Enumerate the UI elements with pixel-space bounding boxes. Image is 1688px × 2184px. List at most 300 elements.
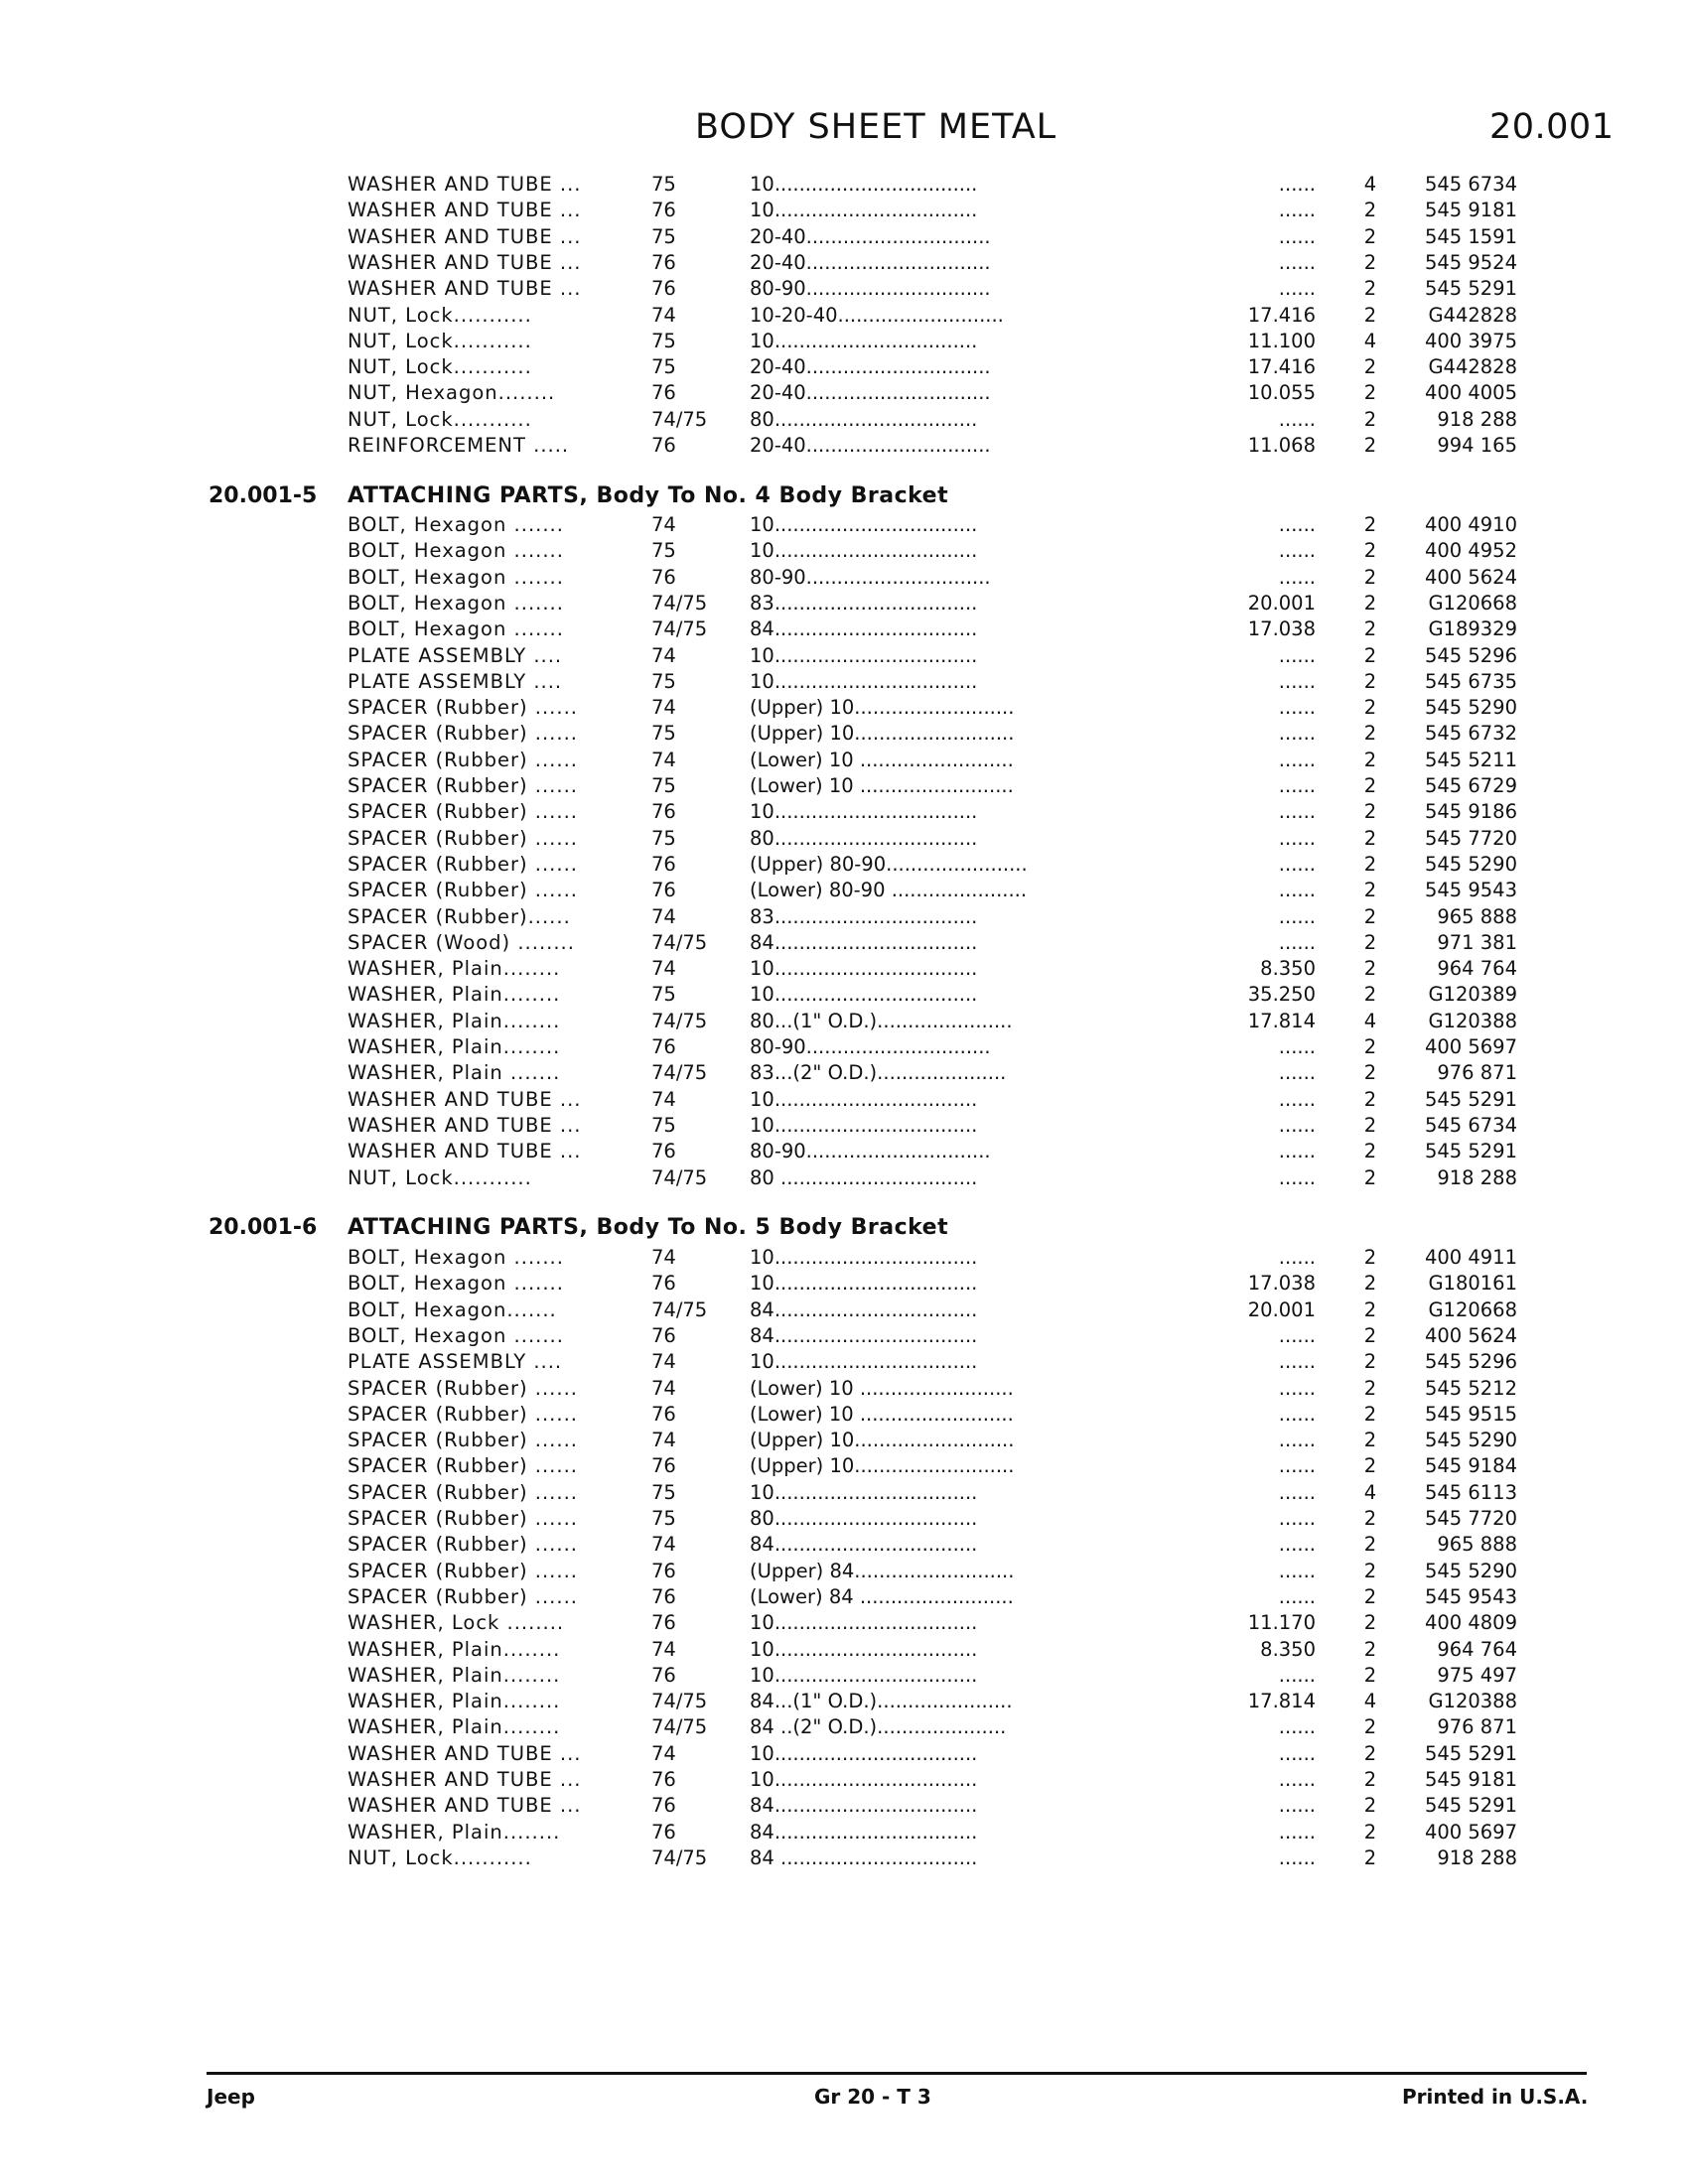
table-row <box>0 329 1688 354</box>
model-code: 76 <box>651 381 676 405</box>
table-row <box>0 1165 1688 1191</box>
part-name: SPACER (Rubber) ...... <box>348 1480 578 1504</box>
application: 10................................. <box>750 199 978 222</box>
table-row <box>0 799 1688 825</box>
part-number: 976 871 <box>1437 1715 1517 1739</box>
reference: ...... <box>1278 1087 1316 1111</box>
reference: ...... <box>1278 407 1316 431</box>
part-name: WASHER, Plain........ <box>348 1820 561 1843</box>
quantity: 2 <box>1363 591 1377 614</box>
quantity: 2 <box>1363 1402 1377 1426</box>
part-number: 545 5211 <box>1424 748 1517 771</box>
model-code: 74/75 <box>651 1009 708 1032</box>
reference: 17.814 <box>1247 1690 1316 1713</box>
part-number: 400 5624 <box>1424 1323 1517 1347</box>
table-row <box>0 852 1688 878</box>
reference: 20.001 <box>1247 591 1316 614</box>
model-code: 76 <box>651 434 676 457</box>
footer-divider <box>207 2072 1587 2075</box>
model-code: 74 <box>651 303 676 327</box>
model-code: 74/75 <box>651 591 708 614</box>
application: (Lower) 84 ......................... <box>750 1584 1014 1608</box>
model-code: 75 <box>651 355 676 379</box>
quantity: 2 <box>1363 879 1377 902</box>
part-number: 545 6113 <box>1424 1480 1517 1504</box>
part-number: 965 888 <box>1437 1533 1517 1557</box>
reference: ...... <box>1278 199 1316 222</box>
part-name: REINFORCEMENT ..... <box>348 434 570 457</box>
model-code: 74 <box>651 696 676 720</box>
reference: ...... <box>1278 1845 1316 1869</box>
reference: 8.350 <box>1260 1637 1316 1661</box>
model-code: 74/75 <box>651 1165 708 1189</box>
quantity: 2 <box>1363 277 1377 301</box>
application: 10................................. <box>750 1637 978 1661</box>
part-number: 545 5212 <box>1424 1376 1517 1400</box>
model-code: 76 <box>651 565 676 589</box>
table-row <box>0 591 1688 616</box>
application: 84................................. <box>750 930 978 954</box>
part-number: 545 5291 <box>1424 1741 1517 1765</box>
table-row <box>0 1139 1688 1164</box>
reference: ...... <box>1278 277 1316 301</box>
reference: ...... <box>1278 643 1316 667</box>
table-row <box>0 1741 1688 1767</box>
part-number: G442828 <box>1428 355 1517 379</box>
part-name: SPACER (Rubber) ...... <box>348 1559 578 1582</box>
quantity: 2 <box>1363 617 1377 641</box>
part-number: 918 288 <box>1437 1845 1517 1869</box>
application: 10................................. <box>750 957 978 981</box>
part-name: WASHER AND TUBE ... <box>348 224 582 248</box>
reference: 17.038 <box>1247 1272 1316 1296</box>
part-name: SPACER (Rubber) ...... <box>348 1376 578 1400</box>
part-number: 545 5296 <box>1424 643 1517 667</box>
model-code: 74 <box>651 1246 676 1269</box>
part-name: WASHER AND TUBE ... <box>348 1087 582 1111</box>
part-number: G120389 <box>1428 983 1517 1007</box>
part-name: WASHER AND TUBE ... <box>348 1768 582 1791</box>
reference: 11.100 <box>1247 329 1316 352</box>
part-name: NUT, Hexagon........ <box>348 381 556 405</box>
part-number: G120668 <box>1428 591 1517 614</box>
quantity: 2 <box>1363 1323 1377 1347</box>
application: 80-90.............................. <box>750 1035 991 1058</box>
reference: ...... <box>1278 1820 1316 1843</box>
part-number: 400 3975 <box>1424 329 1517 352</box>
section-code: 20.001-6 <box>209 1215 318 1240</box>
part-name: SPACER (Rubber) ...... <box>348 1429 578 1452</box>
application: 80................................. <box>750 1507 978 1530</box>
application: 84................................. <box>750 1794 978 1818</box>
model-code: 75 <box>651 826 676 850</box>
application: 80-90.............................. <box>750 1140 991 1163</box>
footer-printed: Printed in U.S.A. <box>1402 2085 1589 2109</box>
part-name: BOLT, Hexagon ....... <box>348 1272 564 1296</box>
quantity: 4 <box>1363 1690 1377 1713</box>
part-number: 545 6734 <box>1424 173 1517 196</box>
quantity: 2 <box>1363 930 1377 954</box>
reference: ...... <box>1278 1035 1316 1058</box>
part-name: PLATE ASSEMBLY .... <box>348 669 563 693</box>
application: 10................................. <box>750 983 978 1007</box>
part-name: WASHER, Plain........ <box>348 1663 561 1687</box>
quantity: 2 <box>1363 1533 1377 1557</box>
quantity: 2 <box>1363 1584 1377 1608</box>
application: 84................................. <box>750 1820 978 1843</box>
section-title: ATTACHING PARTS, Body To No. 4 Body Bracket <box>348 483 949 508</box>
reference: ...... <box>1278 1429 1316 1452</box>
part-name: PLATE ASSEMBLY .... <box>348 1350 563 1374</box>
quantity: 2 <box>1363 565 1377 589</box>
quantity: 2 <box>1363 904 1377 928</box>
part-name: BOLT, Hexagon ....... <box>348 539 564 563</box>
model-code: 75 <box>651 1507 676 1530</box>
reference: 17.416 <box>1247 355 1316 379</box>
reference: ...... <box>1278 1165 1316 1189</box>
model-code: 74/75 <box>651 930 708 954</box>
quantity: 2 <box>1363 1140 1377 1163</box>
model-code: 76 <box>651 1559 676 1582</box>
quantity: 2 <box>1363 224 1377 248</box>
part-name: PLATE ASSEMBLY .... <box>348 643 563 667</box>
part-number: G120668 <box>1428 1297 1517 1321</box>
application: 83...(2" O.D.)..................... <box>750 1061 1007 1085</box>
application: (Upper) 80-90....................... <box>750 852 1028 876</box>
application: (Upper) 10.......................... <box>750 696 1015 720</box>
application: 10................................. <box>750 1087 978 1111</box>
application: (Upper) 10.......................... <box>750 1454 1015 1478</box>
part-name: SPACER (Rubber) ...... <box>348 1533 578 1557</box>
application: 10................................. <box>750 1246 978 1269</box>
quantity: 2 <box>1363 1297 1377 1321</box>
part-name: SPACER (Rubber) ...... <box>348 852 578 876</box>
part-name: WASHER, Plain........ <box>348 983 561 1007</box>
section-title: ATTACHING PARTS, Body To No. 5 Body Bracket <box>348 1215 949 1240</box>
model-code: 76 <box>651 199 676 222</box>
table-row <box>0 1245 1688 1271</box>
table-row <box>0 1428 1688 1453</box>
part-name: WASHER AND TUBE ... <box>348 277 582 301</box>
model-code: 76 <box>651 1768 676 1791</box>
model-code: 76 <box>651 1323 676 1347</box>
part-number: 545 5290 <box>1424 1429 1517 1452</box>
part-name: WASHER AND TUBE ... <box>348 1741 582 1765</box>
part-name: WASHER, Plain........ <box>348 1009 561 1032</box>
part-number: 545 5296 <box>1424 1350 1517 1374</box>
part-name: NUT, Lock........... <box>348 355 532 379</box>
application: 10................................. <box>750 1768 978 1791</box>
page-title: BODY SHEET METAL <box>695 107 1057 147</box>
application: 83................................. <box>750 591 978 614</box>
quantity: 2 <box>1363 381 1377 405</box>
table-row <box>0 512 1688 538</box>
part-name: WASHER, Plain........ <box>348 1637 561 1661</box>
part-name: WASHER AND TUBE ... <box>348 1113 582 1137</box>
part-name: WASHER, Plain........ <box>348 1715 561 1739</box>
quantity: 2 <box>1363 852 1377 876</box>
model-code: 74 <box>651 1533 676 1557</box>
reference: 17.416 <box>1247 303 1316 327</box>
table-row <box>0 1271 1688 1297</box>
table-row <box>0 904 1688 930</box>
application: (Upper) 10.......................... <box>750 722 1015 746</box>
application: (Lower) 10 ......................... <box>750 774 1014 797</box>
model-code: 74/75 <box>651 1690 708 1713</box>
reference: ...... <box>1278 722 1316 746</box>
part-name: NUT, Lock........... <box>348 303 532 327</box>
reference: ...... <box>1278 1559 1316 1582</box>
reference: ...... <box>1278 173 1316 196</box>
reference: ...... <box>1278 1480 1316 1504</box>
quantity: 2 <box>1363 957 1377 981</box>
quantity: 2 <box>1363 434 1377 457</box>
application: 10................................. <box>750 329 978 352</box>
table-row <box>0 172 1688 198</box>
part-number: 971 381 <box>1437 930 1517 954</box>
model-code: 74 <box>651 1429 676 1452</box>
model-code: 75 <box>651 774 676 797</box>
quantity: 2 <box>1363 1429 1377 1452</box>
part-name: WASHER, Plain ....... <box>348 1061 561 1085</box>
quantity: 2 <box>1363 1350 1377 1374</box>
quantity: 2 <box>1363 513 1377 536</box>
reference: 11.170 <box>1247 1611 1316 1635</box>
quantity: 2 <box>1363 1559 1377 1582</box>
reference: 11.068 <box>1247 434 1316 457</box>
part-number: 400 4952 <box>1424 539 1517 563</box>
part-number: 964 764 <box>1437 1637 1517 1661</box>
table-row <box>0 1087 1688 1113</box>
reference: ...... <box>1278 1140 1316 1163</box>
table-row <box>0 1060 1688 1086</box>
part-number: 545 1591 <box>1424 224 1517 248</box>
model-code: 76 <box>651 800 676 824</box>
table-row <box>0 276 1688 302</box>
part-name: BOLT, Hexagon ....... <box>348 513 564 536</box>
quantity: 2 <box>1363 1741 1377 1765</box>
part-number: 400 4809 <box>1424 1611 1517 1635</box>
quantity: 4 <box>1363 173 1377 196</box>
part-number: 545 9186 <box>1424 800 1517 824</box>
table-row <box>0 773 1688 799</box>
footer-brand: Jeep <box>207 2085 255 2109</box>
table-row <box>0 1663 1688 1689</box>
table-row <box>0 1689 1688 1714</box>
part-number: 545 9543 <box>1424 1584 1517 1608</box>
table-row <box>0 1793 1688 1819</box>
reference: ...... <box>1278 774 1316 797</box>
application: 84...(1" O.D.)...................... <box>750 1690 1013 1713</box>
application: 80................................. <box>750 407 978 431</box>
part-name: SPACER (Rubber) ...... <box>348 1454 578 1478</box>
table-row <box>0 1610 1688 1636</box>
application: 10................................. <box>750 539 978 563</box>
table-row <box>0 1323 1688 1349</box>
table-row <box>0 982 1688 1008</box>
application: (Lower) 10 ......................... <box>750 1402 1014 1426</box>
table-row <box>0 250 1688 276</box>
reference: 20.001 <box>1247 1297 1316 1321</box>
application: 83................................. <box>750 904 978 928</box>
quantity: 2 <box>1363 1246 1377 1269</box>
application: (Upper) 84.......................... <box>750 1559 1015 1582</box>
model-code: 76 <box>651 1584 676 1608</box>
application: (Upper) 10.......................... <box>750 1429 1015 1452</box>
model-code: 74 <box>651 1376 676 1400</box>
part-name: WASHER, Lock ........ <box>348 1611 565 1635</box>
model-code: 76 <box>651 1035 676 1058</box>
reference: 35.250 <box>1247 983 1316 1007</box>
table-row <box>0 1349 1688 1375</box>
part-number: G442828 <box>1428 303 1517 327</box>
model-code: 74/75 <box>651 1297 708 1321</box>
part-name: SPACER (Rubber)...... <box>348 904 571 928</box>
model-code: 76 <box>651 250 676 274</box>
part-number: 994 165 <box>1437 434 1517 457</box>
model-code: 75 <box>651 1480 676 1504</box>
quantity: 2 <box>1363 800 1377 824</box>
part-name: BOLT, Hexagon ....... <box>348 617 564 641</box>
part-name: WASHER, Plain........ <box>348 1035 561 1058</box>
table-row <box>0 1480 1688 1506</box>
reference: ...... <box>1278 513 1316 536</box>
application: 10................................. <box>750 513 978 536</box>
part-number: 545 5291 <box>1424 277 1517 301</box>
table-row <box>0 643 1688 669</box>
quantity: 2 <box>1363 1845 1377 1869</box>
model-code: 74 <box>651 957 676 981</box>
application: 80................................. <box>750 826 978 850</box>
quantity: 2 <box>1363 303 1377 327</box>
model-code: 76 <box>651 1794 676 1818</box>
part-number: 545 6732 <box>1424 722 1517 746</box>
table-row <box>0 303 1688 329</box>
part-number: 976 871 <box>1437 1061 1517 1085</box>
table-row <box>0 1714 1688 1740</box>
model-code: 74/75 <box>651 1715 708 1739</box>
model-code: 76 <box>651 879 676 902</box>
reference: ...... <box>1278 800 1316 824</box>
model-code: 74 <box>651 748 676 771</box>
reference: ...... <box>1278 565 1316 589</box>
application: 10................................. <box>750 643 978 667</box>
quantity: 2 <box>1363 826 1377 850</box>
model-code: 75 <box>651 983 676 1007</box>
part-name: WASHER AND TUBE ... <box>348 199 582 222</box>
application: 20-40.............................. <box>750 434 991 457</box>
application: 80-90.............................. <box>750 277 991 301</box>
table-row <box>0 198 1688 223</box>
table-row <box>0 1559 1688 1584</box>
application: 10................................. <box>750 669 978 693</box>
quantity: 2 <box>1363 1272 1377 1296</box>
quantity: 2 <box>1363 1113 1377 1137</box>
part-name: BOLT, Hexagon....... <box>348 1297 557 1321</box>
quantity: 2 <box>1363 696 1377 720</box>
part-name: WASHER AND TUBE ... <box>348 173 582 196</box>
table-row <box>0 1584 1688 1610</box>
part-number: G180161 <box>1428 1272 1517 1296</box>
quantity: 4 <box>1363 329 1377 352</box>
model-code: 75 <box>651 722 676 746</box>
reference: ...... <box>1278 1454 1316 1478</box>
reference: ...... <box>1278 1794 1316 1818</box>
quantity: 2 <box>1363 1611 1377 1635</box>
application: 84................................. <box>750 1297 978 1321</box>
part-number: 400 4911 <box>1424 1246 1517 1269</box>
quantity: 4 <box>1363 1480 1377 1504</box>
part-name: SPACER (Rubber) ...... <box>348 800 578 824</box>
table-row <box>0 1506 1688 1532</box>
part-number: 545 9524 <box>1424 250 1517 274</box>
reference: ...... <box>1278 250 1316 274</box>
application: 10................................. <box>750 1741 978 1765</box>
part-number: 545 9181 <box>1424 1768 1517 1791</box>
page-number: 20.001 <box>1489 107 1615 147</box>
table-row <box>0 354 1688 380</box>
application: 10................................. <box>750 1272 978 1296</box>
reference: ...... <box>1278 1323 1316 1347</box>
model-code: 75 <box>651 539 676 563</box>
reference: ...... <box>1278 748 1316 771</box>
part-name: SPACER (Wood) ........ <box>348 930 575 954</box>
part-number: 975 497 <box>1437 1663 1517 1687</box>
model-code: 76 <box>651 1611 676 1635</box>
part-name: SPACER (Rubber) ...... <box>348 1402 578 1426</box>
part-number: 545 5290 <box>1424 852 1517 876</box>
reference: ...... <box>1278 1246 1316 1269</box>
quantity: 2 <box>1363 407 1377 431</box>
reference: ...... <box>1278 1533 1316 1557</box>
part-name: SPACER (Rubber) ...... <box>348 826 578 850</box>
model-code: 75 <box>651 173 676 196</box>
reference: 17.038 <box>1247 617 1316 641</box>
model-code: 74 <box>651 513 676 536</box>
model-code: 74/75 <box>651 617 708 641</box>
part-name: BOLT, Hexagon ....... <box>348 565 564 589</box>
reference: ...... <box>1278 930 1316 954</box>
application: 84................................. <box>750 1533 978 1557</box>
reference: ...... <box>1278 1663 1316 1687</box>
application: (Lower) 80-90 ...................... <box>750 879 1028 902</box>
model-code: 74 <box>651 643 676 667</box>
table-row <box>0 695 1688 721</box>
part-number: 545 6735 <box>1424 669 1517 693</box>
reference: ...... <box>1278 904 1316 928</box>
table-row <box>0 878 1688 903</box>
model-code: 76 <box>651 1820 676 1843</box>
table-row <box>0 1402 1688 1428</box>
part-number: 400 5697 <box>1424 1820 1517 1843</box>
application: 10................................. <box>750 1480 978 1504</box>
application: (Lower) 10 ......................... <box>750 1376 1014 1400</box>
part-number: G120388 <box>1428 1690 1517 1713</box>
table-row <box>0 956 1688 982</box>
reference: ...... <box>1278 696 1316 720</box>
application: 20-40.............................. <box>750 355 991 379</box>
table-row <box>0 1009 1688 1034</box>
table-row <box>0 1820 1688 1845</box>
application: 10-20-40........................... <box>750 303 1004 327</box>
application: 10................................. <box>750 1350 978 1374</box>
part-number: 545 5290 <box>1424 1559 1517 1582</box>
quantity: 2 <box>1363 1035 1377 1058</box>
quantity: 2 <box>1363 539 1377 563</box>
model-code: 76 <box>651 1454 676 1478</box>
reference: ...... <box>1278 852 1316 876</box>
model-code: 74/75 <box>651 407 708 431</box>
